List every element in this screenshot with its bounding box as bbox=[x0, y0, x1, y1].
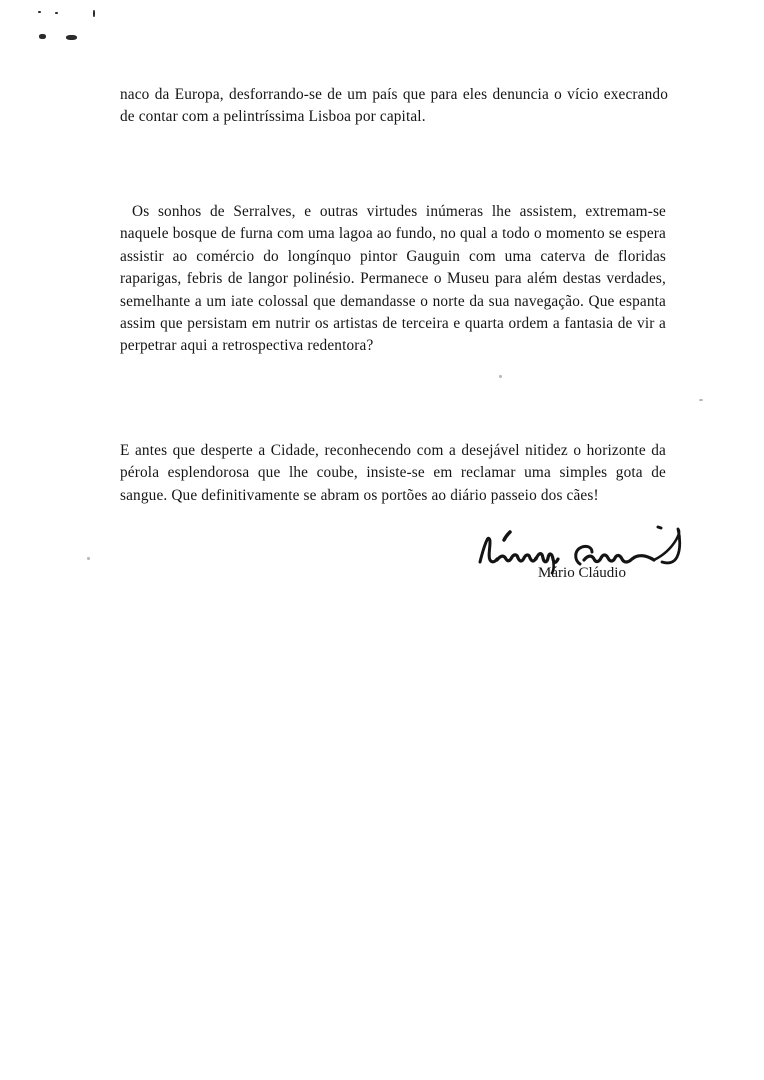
signature-name-label: Mário Cláudio bbox=[538, 565, 626, 581]
scan-speck bbox=[39, 34, 46, 39]
scan-speck bbox=[66, 35, 77, 40]
scan-speck bbox=[38, 11, 41, 13]
body-paragraph-2: Os sonhos de Serralves, e outras virtudes inúmeras lhe assistem, extremam-se naquele bosque de furna com uma lagoa ao fundo, no qual a todo o momento se espera assistir ao comércio do longínquo pintor Gauguin com uma caterva de floridas raparigas, febris de langor polinésio. Permanece o Museu para além destas verdades, semelhante a um iate colossal que demandasse o norte da sua navegação. Que espanta assim que persistam em nutrir os artistas de terceira e quarta ordem a fantasia de vir a perpetrar aqui a retrospectiva redentora? bbox=[120, 203, 666, 355]
signature-block bbox=[462, 524, 702, 596]
scan-speck bbox=[93, 10, 95, 17]
scan-speck bbox=[699, 399, 703, 401]
scan-speck bbox=[55, 12, 58, 14]
scan-speck bbox=[499, 375, 502, 378]
body-paragraph-3: E antes que desperte a Cidade, reconhecendo com a desejável nitidez o horizonte da pérola esplendorosa que lhe coube, insiste-se em reclamar uma simples gota de sangue. Que definitivamente se abram os portões ao diário passeio dos cães! bbox=[120, 442, 666, 504]
body-paragraph-1: naco da Europa, desforrando-se de um país que para eles denuncia o vício execrando de contar com a pelintríssima Lisboa por capital. bbox=[120, 86, 668, 126]
scan-speck bbox=[87, 557, 90, 560]
